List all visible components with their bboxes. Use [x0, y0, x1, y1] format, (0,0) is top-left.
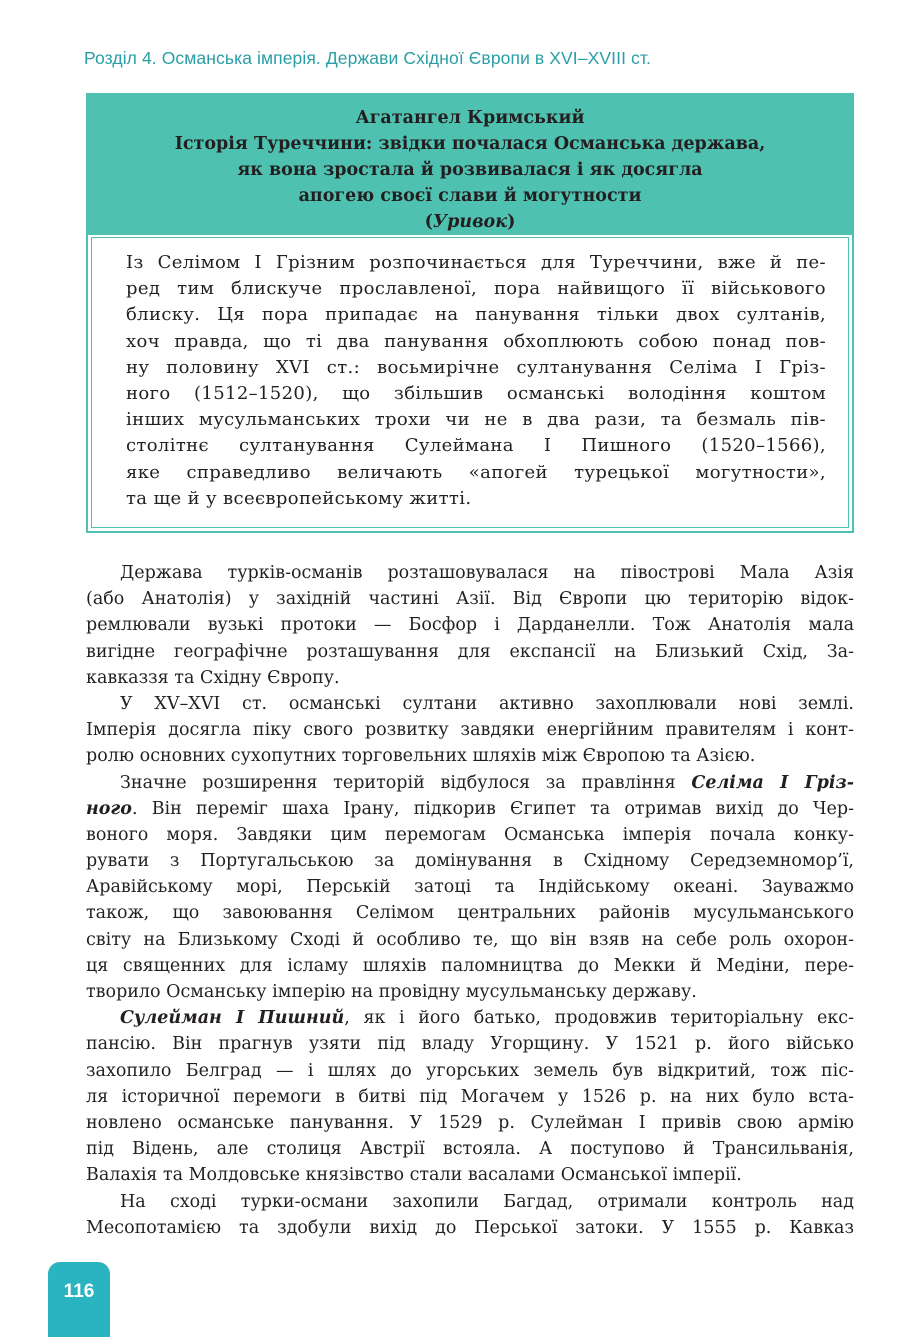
- excerpt-author: Агатангел Кримський: [355, 108, 585, 128]
- paragraph-line: також, що завоювання Селімом центральних районів мусульманського: [86, 903, 854, 924]
- paragraph-line: захопило Белград — і шлях до угорських земель був відкритий, тож піс-: [86, 1060, 854, 1081]
- paragraph-line: під Відень, але столиця Австрії встояла. А поступово й Трансильванія,: [86, 1139, 854, 1160]
- excerpt-title-line: як вона зростала й розвивалася і як досягла: [237, 160, 703, 180]
- paragraph-line: ремлювали вузькі протоки — Босфор і Дарданелли. Тож Анатолія мала: [86, 615, 854, 636]
- running-head: Розділ 4. Османська імперія. Держави Східної Європи в XVI–XVIII ст.: [84, 48, 651, 68]
- paragraph-line: Держава турків-османів розташовувалася на півострові Мала Азія: [120, 563, 854, 583]
- paragraph-line: (або Анатолія) у західній частині Азії. Від Європи цю територію відок-: [86, 589, 854, 610]
- paragraph-line: новлено османське панування. У 1529 р. Сулейман I привів свою армію: [86, 1112, 854, 1133]
- subtitle-word: Уривок: [432, 212, 508, 232]
- paragraph-line: Імперія досягла піку свого розвитку завдяки енергійним правителям і конт-: [86, 720, 854, 741]
- paragraph-line: воного моря. Завдяки цим перемогам Османська імперія почала конку-: [86, 824, 854, 845]
- excerpt-subtitle: [88, 209, 852, 235]
- excerpt-line: столітнє султанування Сулеймана I Пишного (1520–1566),: [126, 435, 826, 457]
- paragraph-line: Месопотамією та здобули вихід до Перської затоки. У 1555 р. Кавказ: [86, 1217, 854, 1238]
- paragraph-line: У XV–XVI ст. османські султани активно захоплювали нові землі.: [120, 693, 854, 714]
- paragraph-line: [86, 796, 854, 822]
- paragraph-line: Валахія та Молдовське князівство стали васалами Османської імперії.: [86, 1165, 742, 1186]
- ruler-name: Селіма I Гріз-: [691, 772, 854, 793]
- excerpt-line: хоч правда, що ті два панування обхоплюють собою понад пов-: [126, 330, 826, 352]
- paragraph-line: творило Османську імперію на провідну мусульманську державу.: [86, 982, 697, 1002]
- paragraph-line: ця священних для ісламу шляхів паломництва до Мекки й Медіни, пере-: [86, 955, 854, 976]
- paragraph-line: кавказзя та Східну Європу.: [86, 667, 340, 688]
- paragraph-line: На сході турки-османи захопили Багдад, отримали контроль над: [120, 1191, 854, 1212]
- subtitle-open-paren: (: [424, 212, 433, 232]
- paragraph-line: [86, 770, 854, 796]
- excerpt-text: [126, 250, 826, 512]
- paragraph-text: . Він переміг шаха Ірану, підкорив Єгипет та отримав вихід до Чер-: [131, 798, 854, 819]
- page-number-tab: [48, 1262, 110, 1337]
- excerpt-line: ного (1512–1520), що збільшив османські володіння коштом: [126, 382, 826, 404]
- excerpt-line: та ще й у всеєвропейському житті.: [126, 487, 472, 509]
- subtitle-close-paren: ): [507, 212, 516, 232]
- page-number: 116: [63, 1281, 95, 1302]
- excerpt-line: яке справедливо величають «апогей турецької могутности»,: [126, 461, 826, 483]
- excerpt-title-line: Історія Туреччини: звідки почалася Османська держава,: [174, 134, 766, 154]
- paragraph-text: , як і його батько, продовжив територіальну екс-: [344, 1008, 854, 1029]
- paragraph-line: вигідне географічне розташування для експансії на Близький Схід, За-: [86, 641, 854, 662]
- paragraph-line: [86, 1005, 854, 1031]
- paragraph-line: Аравійському морі, Перській затоці та Індійському океані. Зауважмо: [86, 877, 854, 898]
- paragraph-text: Значне розширення територій відбулося за правління: [120, 772, 692, 793]
- excerpt-body: [91, 237, 849, 528]
- excerpt-line: ред тим блискуче прославленої, пора найвищого її військового: [126, 278, 826, 300]
- excerpt-line: інших мусульманських трохи чи не в два рази, та безмаль пів-: [126, 409, 826, 431]
- ruler-name: ного: [86, 798, 132, 819]
- excerpt-line: Із Селімом I Грізним розпочинається для Туреччини, вже й пе-: [126, 252, 826, 273]
- paragraph-line: світу на Близькому Сході й особливо те, що він взяв на себе роль охорон-: [86, 929, 854, 950]
- excerpt-line: блиску. Ця пора припадає на панування тільки двох султанів,: [126, 304, 826, 326]
- main-text: [86, 560, 854, 1241]
- paragraph-line: ролю основних сухопутних торговельних шляхів між Європою та Азією.: [86, 746, 756, 767]
- excerpt-box: [86, 93, 854, 533]
- excerpt-line: ну половину XVI ст.: восьмирічне султанування Селіма I Гріз-: [126, 356, 826, 378]
- paragraph-line: пансію. Він прагнув узяти під владу Угорщину. У 1521 р. його військо: [86, 1034, 854, 1055]
- excerpt-header: [88, 95, 852, 235]
- paragraph-line: ля історичної перемоги в битві під Могачем у 1526 р. на них було вста-: [86, 1086, 854, 1107]
- ruler-name: Сулейман I Пишний: [120, 1008, 345, 1029]
- paragraph-line: рувати з Португальською за домінування в Східному Середземномор’ї,: [86, 851, 854, 872]
- excerpt-title-line: апогею своєї слави й могутности: [298, 186, 642, 206]
